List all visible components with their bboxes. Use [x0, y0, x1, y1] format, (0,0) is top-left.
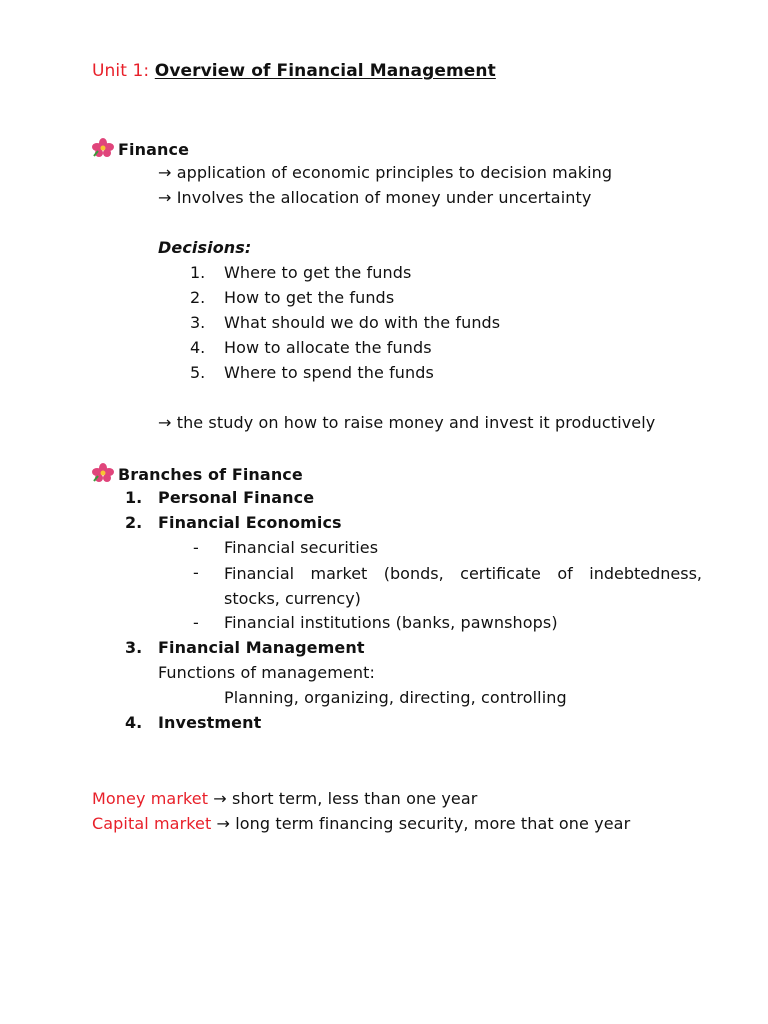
decision-item: What should we do with the funds	[224, 313, 501, 332]
branch-item: Financial Economics	[158, 513, 342, 532]
title-unit: Unit 1:	[92, 61, 150, 81]
money-market-line	[92, 789, 477, 809]
branch-number: 3.	[125, 638, 143, 657]
hibiscus-icon	[92, 463, 114, 488]
decision-item: Where to spend the funds	[224, 363, 434, 382]
decision-number: 1.	[190, 263, 206, 282]
finance-heading-label: Finance	[118, 140, 190, 159]
decision-item: Where to get the funds	[224, 263, 412, 282]
capital-market-definition: → long term financing security, more that one year	[211, 814, 631, 833]
capital-market-label: Capital market	[92, 814, 212, 833]
branch-item: Investment	[158, 713, 262, 732]
finance-point-1: → application of economic principles to decision making	[158, 163, 613, 182]
hibiscus-icon	[92, 138, 114, 163]
money-market-definition: → short term, less than one year	[208, 789, 478, 808]
branch-number: 2.	[125, 513, 143, 532]
capital-market-line	[92, 814, 630, 834]
money-market-label: Money market	[92, 789, 209, 808]
finance-study-note: → the study on how to raise money and invest it productively	[158, 413, 656, 432]
title-text: Overview of Financial Management	[154, 61, 496, 81]
functions-list: Planning, organizing, directing, controlling	[224, 688, 567, 707]
decision-number: 4.	[190, 338, 206, 357]
decisions-label: Decisions:	[158, 238, 252, 257]
branch-item: Personal Finance	[158, 488, 315, 507]
subitem-dash: -	[193, 613, 199, 632]
finance-heading	[92, 138, 189, 163]
branches-heading-label: Branches of Finance	[118, 465, 303, 484]
decision-number: 2.	[190, 288, 206, 307]
branch-number: 4.	[125, 713, 143, 732]
functions-label: Functions of management:	[158, 663, 375, 682]
economics-subitem: Financial securities	[224, 538, 379, 557]
decision-number: 5.	[190, 363, 206, 382]
subitem-dash: -	[193, 563, 199, 582]
branch-number: 1.	[125, 488, 143, 507]
finance-point-2: → Involves the allocation of money under uncertainty	[158, 188, 592, 207]
page-title	[92, 61, 496, 81]
decision-item: How to allocate the funds	[224, 338, 432, 357]
branches-heading	[92, 463, 303, 488]
decision-item: How to get the funds	[224, 288, 395, 307]
decision-number: 3.	[190, 313, 206, 332]
economics-subitem: Financial institutions (banks, pawnshops)	[224, 613, 558, 632]
economics-subitem: Financial market (bonds, certificate of indebtedness, stocks, currency)	[224, 564, 702, 608]
branch-item: Financial Management	[158, 638, 365, 657]
subitem-dash: -	[193, 538, 199, 557]
